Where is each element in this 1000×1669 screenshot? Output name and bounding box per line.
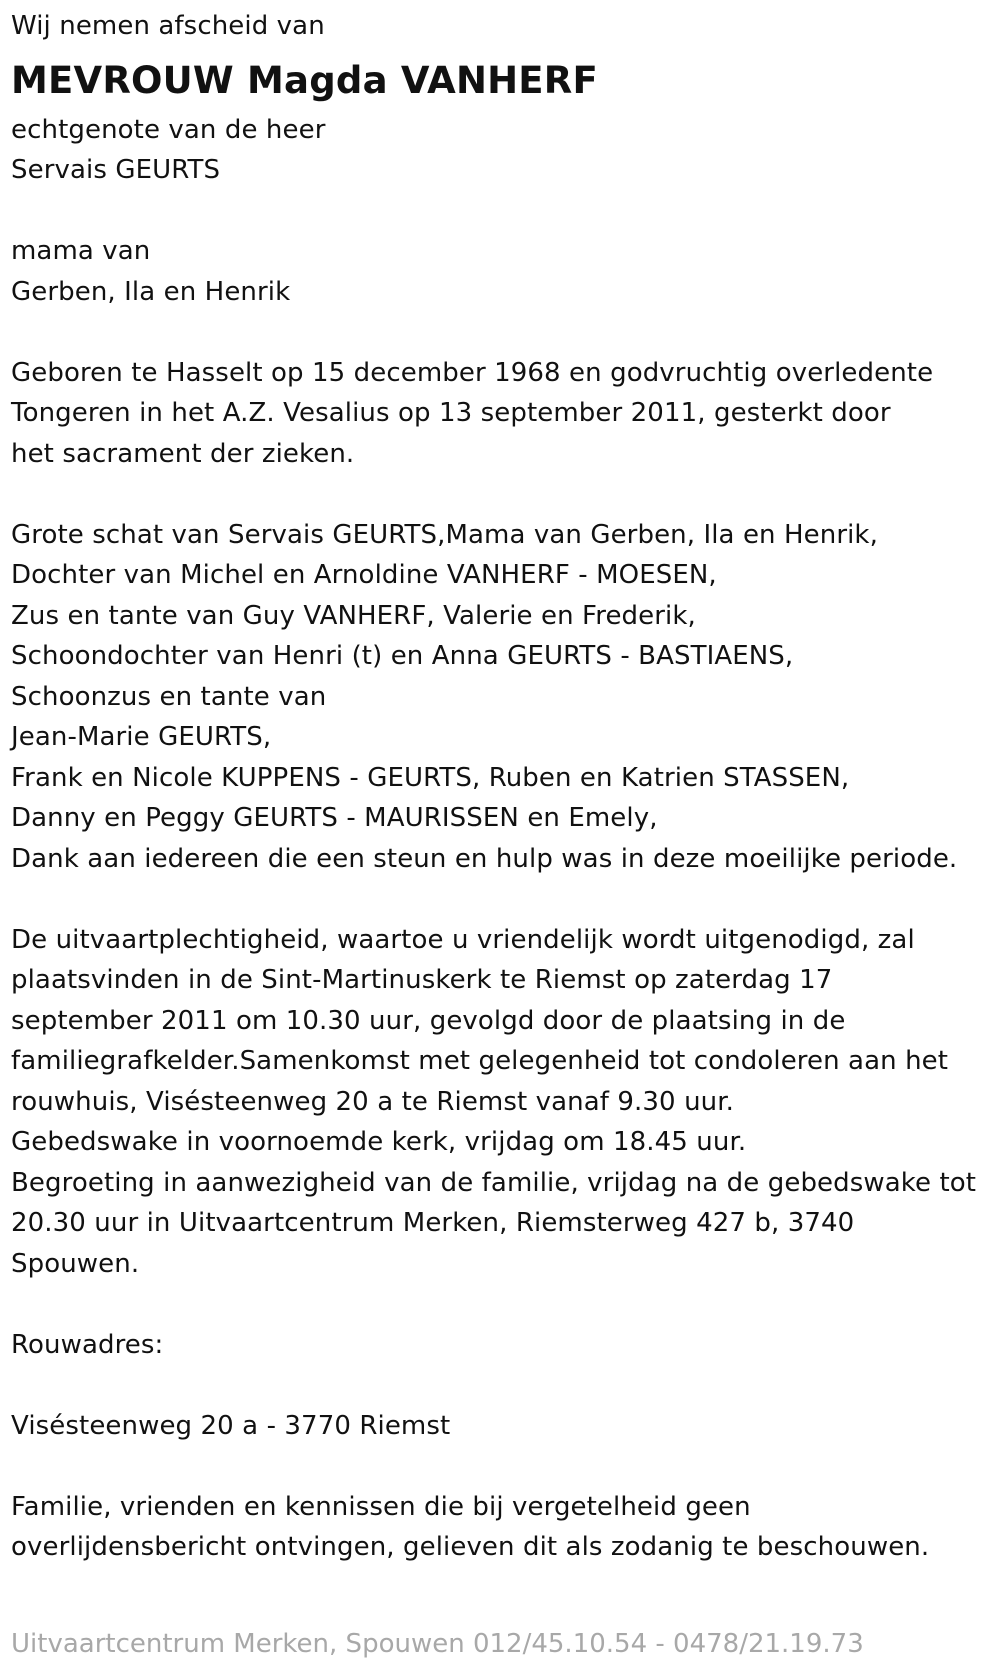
paragraph-line: plaatsvinden in de Sint-Martinuskerk te Riemst op zaterdag 17	[11, 965, 833, 995]
intro-text: Wij nemen afscheid van	[11, 11, 325, 41]
paragraph-line: Begroeting in aanwezigheid van de familie, vrijdag na de gebedswake tot	[11, 1167, 977, 1198]
paragraph-line: Schoondochter van Henri (t) en Anna GEURTS - BASTIAENS,	[11, 641, 794, 671]
paragraph-line: Gebedswake in voornoemde kerk, vrijdag om 18.45 uur.	[11, 1127, 747, 1157]
children-line-1: mama van	[11, 236, 151, 266]
paragraph-line: De uitvaartplechtigheid, waartoe u vriendelijk wordt uitgenodigd, zal	[11, 924, 915, 955]
birth-death-paragraph	[11, 353, 1000, 475]
spouse-line-2: Servais GEURTS	[11, 155, 221, 185]
family-paragraph	[11, 515, 1000, 880]
paragraph-line: Familie, vrienden en kennissen die bij vergetelheid geen	[11, 1491, 751, 1522]
paragraph-line: Zus en tante van Guy VANHERF, Valerie en Frederik,	[11, 600, 696, 631]
paragraph-line: rouwhuis, Visésteenweg 20 a te Riemst vanaf 9.30 uur.	[11, 1086, 734, 1117]
mourning-address-label: Rouwadres:	[11, 1329, 164, 1360]
paragraph-line: Tongeren in het A.Z. Vesalius op 13 september 2011, gesterkt door	[11, 398, 891, 428]
deceased-name: MEVROUW Magda VANHERF	[11, 58, 598, 102]
paragraph-line: Geboren te Hasselt op 15 december 1968 en godvruchtig overledente	[11, 357, 934, 388]
notice-paragraph	[11, 1487, 1000, 1568]
paragraph-line: Dochter van Michel en Arnoldine VANHERF - MOESEN,	[11, 560, 717, 590]
paragraph-line: overlijdensbericht ontvingen, gelieven dit als zodanig te beschouwen.	[11, 1532, 930, 1562]
funeral-home-footer: Uitvaartcentrum Merken, Spouwen 012/45.10.54 - 0478/21.19.73	[11, 1629, 864, 1659]
paragraph-line: Grote schat van Servais GEURTS,Mama van Gerben, Ila en Henrik,	[11, 519, 878, 550]
paragraph-line: Jean-Marie GEURTS,	[11, 722, 272, 752]
spacer	[11, 191, 1000, 232]
paragraph-line: familiegrafkelder.Samenkomst met gelegenheid tot condoleren aan het	[11, 1046, 949, 1076]
paragraph-line: september 2011 om 10.30 uur, gevolgd door de plaatsing in de	[11, 1005, 846, 1036]
spouse-line-1: echtgenote van de heer	[11, 114, 326, 145]
spacer	[11, 879, 1000, 920]
paragraph-line: Danny en Peggy GEURTS - MAURISSEN en Emely,	[11, 803, 658, 833]
mourning-address: Visésteenweg 20 a - 3770 Riemst	[11, 1410, 451, 1441]
paragraph-line: 20.30 uur in Uitvaartcentrum Merken, Riemsterweg 427 b, 3740	[11, 1208, 855, 1238]
paragraph-line: Spouwen.	[11, 1248, 140, 1279]
funeral-paragraph	[11, 920, 1000, 1285]
spacer	[11, 474, 1000, 515]
paragraph-line: Frank en Nicole KUPPENS - GEURTS, Ruben en Katrien STASSEN,	[11, 762, 850, 793]
spacer	[11, 1284, 1000, 1325]
children-line-2: Gerben, Ila en Henrik	[11, 276, 291, 307]
spacer	[11, 312, 1000, 353]
spacer	[11, 1446, 1000, 1487]
paragraph-line: Dank aan iedereen die een steun en hulp was in deze moeilijke periode.	[11, 843, 958, 874]
paragraph-line: het sacrament der zieken.	[11, 438, 355, 469]
paragraph-line: Schoonzus en tante van	[11, 681, 327, 712]
spacer	[11, 1365, 1000, 1406]
